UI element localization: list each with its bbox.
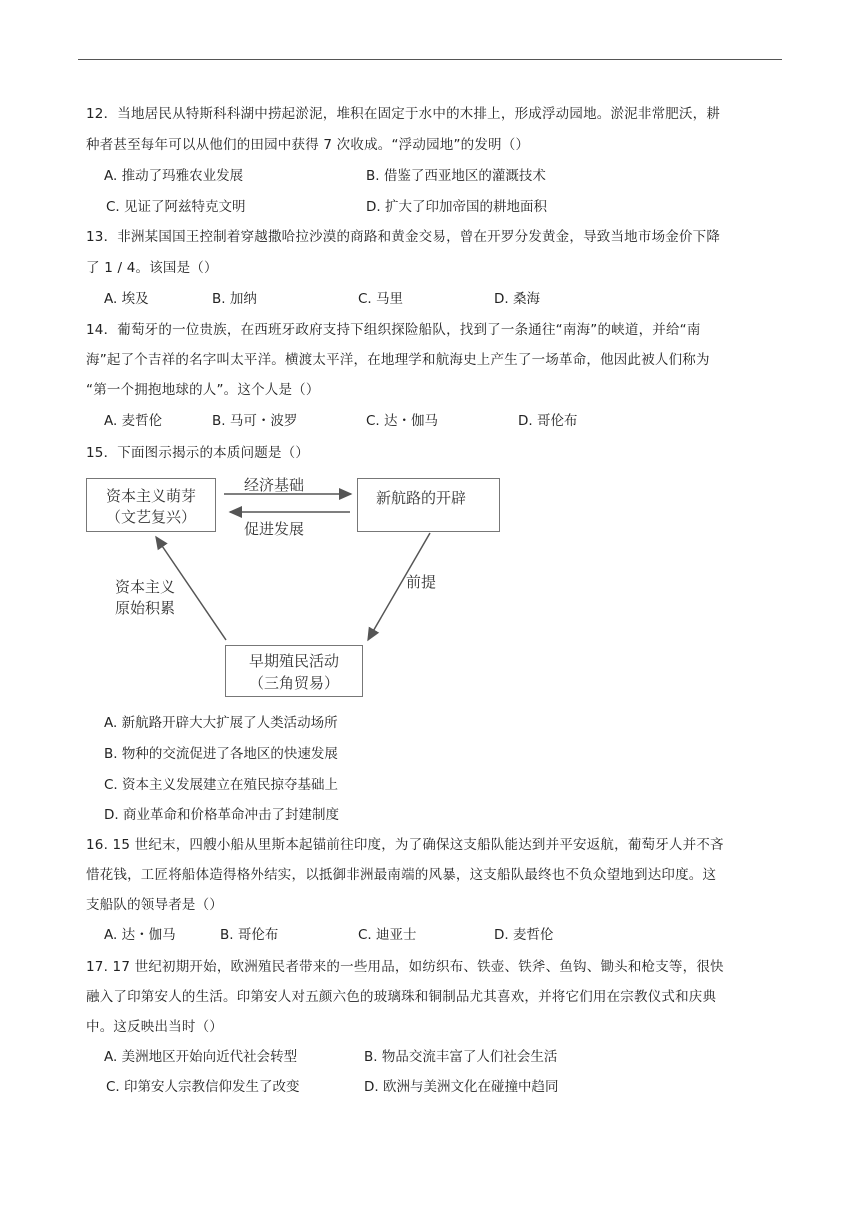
q17-stem-line2: 融入了印第安人的生活。印第安人对五颜六色的玻璃珠和铜制品尤其喜欢，并将它们用在宗教仪式和庆典 [86, 989, 717, 1005]
label-premise: 前提 [406, 573, 437, 591]
q12-option-d: D. 扩大了印加帝国的耕地面积 [366, 199, 547, 215]
box1-line2: （文艺复兴） [105, 508, 196, 526]
q13-stem-line2: 了 1 / 4。该国是（） [86, 260, 218, 276]
q16-stem-line3: 支船队的领导者是（） [86, 897, 223, 913]
q14-stem-line1: 14．葡萄牙的一位贵族，在西班牙政府支持下组织探险船队，找到了一条通往“南海”的峡道，并给“南 [86, 322, 701, 338]
label-capitalism-line1: 资本主义 [115, 578, 176, 596]
label-economic-basis: 经济基础 [244, 476, 305, 494]
q17-stem-line1: 17. 17 世纪初期开始，欧洲殖民者带来的一些用品，如纺织布、铁壶、铁斧、鱼钩、锄头和枪支等，很快 [86, 959, 724, 975]
q16-option-d: D. 麦哲伦 [494, 927, 554, 943]
q17-option-c: C. 印第安人宗教信仰发生了改变 [106, 1079, 300, 1095]
q12-option-c: C. 见证了阿兹特克文明 [106, 199, 246, 215]
q13-option-d: D. 桑海 [494, 291, 540, 307]
q12-option-b: B. 借鉴了西亚地区的灌溉技术 [366, 168, 546, 184]
q16-stem-line1: 16. 15 世纪末，四艘小船从里斯本起锚前往印度，为了确保这支船队能达到并平安返航，葡萄牙人并不吝 [86, 837, 724, 853]
q16-option-c: C. 迪亚士 [358, 927, 417, 943]
q12-stem-line1: 12．当地居民从特斯科科湖中捞起淤泥，堆积在固定于水中的木排上，形成浮动园地。淤泥非常肥沃，耕 [86, 106, 721, 122]
q17-stem-line3: 中。这反映出当时（） [86, 1019, 223, 1035]
q14-option-c: C. 达・伽马 [366, 413, 439, 429]
q16-option-a: A. 达・伽马 [104, 927, 176, 943]
q15-stem-line1: 15．下面图示揭示的本质问题是（） [86, 445, 310, 461]
q13-option-a: A. 埃及 [104, 291, 149, 307]
label-promote-development: 促进发展 [244, 520, 305, 538]
label-capitalism-line2: 原始积累 [115, 599, 176, 617]
q12-stem-line2: 种者甚至每年可以从他们的田园中获得 7 次收成。“浮动园地”的发明（） [86, 137, 530, 153]
box3-line1: 早期殖民活动 [248, 652, 339, 670]
q14-option-b: B. 马可・波罗 [212, 413, 298, 429]
q16-option-b: B. 哥伦布 [220, 927, 279, 943]
q13-stem-line1: 13．非洲某国国王控制着穿越撒哈拉沙漠的商路和黄金交易，曾在开罗分发黄金，导致当地市场金价下降 [86, 229, 721, 245]
q13-option-b: B. 加纳 [212, 291, 257, 307]
q14-option-a: A. 麦哲伦 [104, 413, 163, 429]
q15-option-b: B. 物种的交流促进了各地区的快速发展 [104, 746, 338, 762]
box2-text: 新航路的开辟 [375, 489, 466, 507]
q13-option-c: C. 马里 [358, 291, 404, 307]
box3-line2: （三角贸易） [248, 674, 339, 692]
q14-stem-line3: “第一个拥抱地球的人”。这个人是（） [86, 382, 320, 398]
q15-option-a: A. 新航路开辟大大扩展了人类活动场所 [104, 715, 338, 731]
q14-stem-line2: 海”起了个吉祥的名字叫太平洋。横渡太平洋，在地理学和航海史上产生了一场革命，他因此被人们称为 [86, 352, 710, 368]
q14-option-d: D. 哥伦布 [518, 413, 578, 429]
box1-line1: 资本主义萌芽 [105, 487, 196, 505]
q15-option-c: C. 资本主义发展建立在殖民掠夺基础上 [104, 777, 339, 793]
q17-option-a: A. 美洲地区开始向近代社会转型 [104, 1049, 298, 1065]
q12-option-a: A. 推动了玛雅农业发展 [104, 168, 244, 184]
q17-option-d: D. 欧洲与美洲文化在碰撞中趋同 [364, 1079, 559, 1095]
q16-stem-line2: 惜花钱，工匠将船体造得格外结实，以抵御非洲最南端的风暴，这支船队最终也不负众望地到达印度。这 [86, 867, 717, 883]
q15-option-d: D. 商业革命和价格革命冲击了封建制度 [104, 807, 339, 823]
q17-option-b: B. 物品交流丰富了人们社会生活 [364, 1049, 558, 1065]
